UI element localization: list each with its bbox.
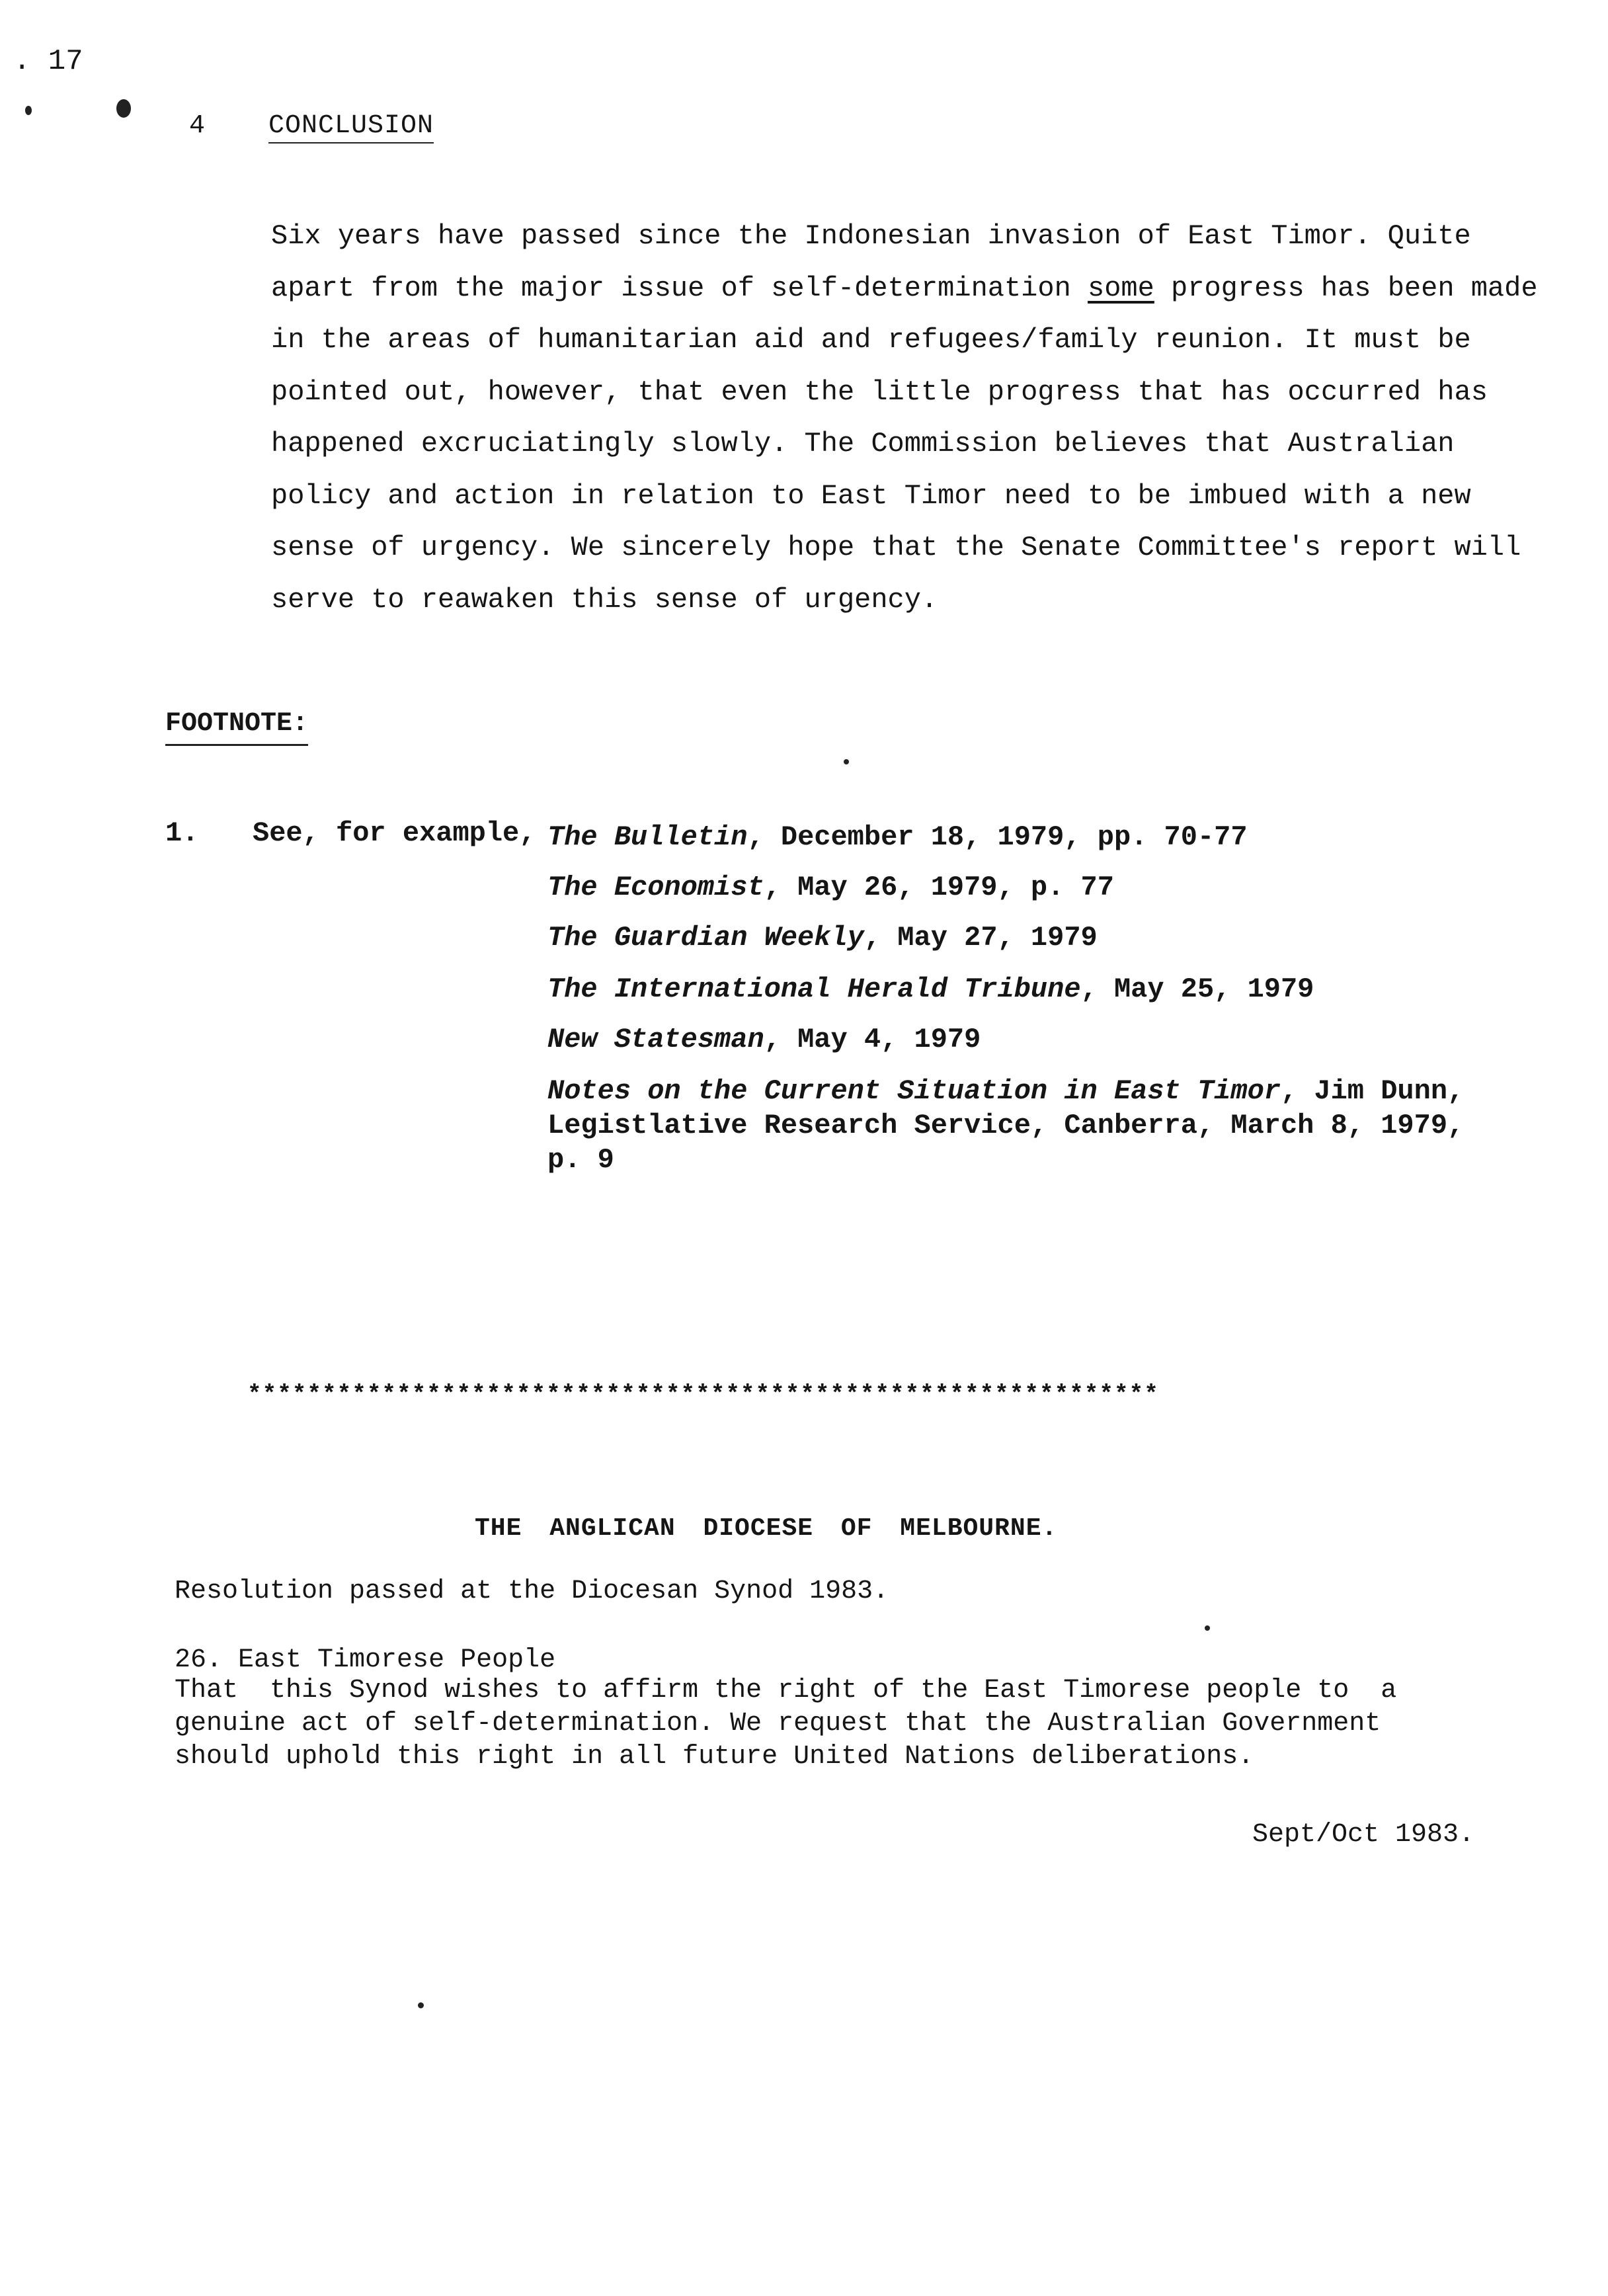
section-heading	[189, 111, 434, 141]
paragraph-line: serve to reawaken this sense of urgency.	[271, 583, 938, 616]
paragraph-line: in the areas of humanitarian aid and refugees/family reunion. It must be	[271, 324, 1471, 356]
resolution-body: That this Synod wishes to affirm the right of the East Timorese people to a genuine act of self-determination. We request that the Australian Government should uphold this right in all future United Nations deliberations.	[175, 1676, 1397, 1772]
section-number: 4	[189, 111, 206, 141]
resolution-heading: THE ANGLICAN DIOCESE OF MELBOURNE.	[475, 1514, 1058, 1543]
ink-dot	[25, 106, 32, 115]
ink-dot	[1205, 1625, 1210, 1631]
paragraph-line: policy and action in relation to East Timor need to be imbued with a new	[271, 479, 1471, 512]
asterisk-divider: *************************************************************	[247, 1381, 1159, 1408]
section-title: CONCLUSION	[268, 111, 434, 144]
footnote-reference: Notes on the Current Situation in East Timor, Jim Dunn, Legistlative Research Service, Canberra, March 8, 1979, p. 9	[547, 1075, 1465, 1176]
footnote-number: 1.	[165, 817, 199, 849]
footnote-reference: The International Herald Tribune, May 25, 1979	[547, 973, 1314, 1005]
resolution-item-title: 26. East Timorese People	[175, 1645, 556, 1675]
paragraph-line: Six years have passed since the Indonesian invasion of East Timor. Quite	[271, 220, 1471, 252]
paragraph-line: sense of urgency. We sincerely hope that the Senate Committee's report will	[271, 532, 1521, 563]
resolution-date: Sept/Oct 1983.	[1252, 1820, 1475, 1850]
paragraph-line: pointed out, however, that even the little progress that has occurred has	[271, 376, 1488, 408]
ink-dot	[116, 99, 131, 118]
resolution-passed: Resolution passed at the Diocesan Synod 1983.	[175, 1577, 889, 1606]
footnote-reference: New Statesman, May 4, 1979	[547, 1024, 981, 1055]
page-number: . 17	[13, 45, 83, 78]
footnote-label: FOOTNOTE:	[165, 709, 308, 739]
conclusion-paragraph	[271, 210, 1538, 626]
footnote-reference: The Guardian Weekly, May 27, 1979	[547, 922, 1098, 954]
paragraph-line: happened excruciatingly slowly. The Commission believes that Australian	[271, 428, 1455, 460]
paragraph-line: apart from the major issue of self-determination some progress has been made	[271, 272, 1538, 304]
ink-dot	[418, 2002, 424, 2008]
ink-dot	[844, 759, 849, 764]
emphasis-some: some	[1088, 272, 1154, 304]
footnote-reference: The Bulletin, December 18, 1979, pp. 70-77	[547, 821, 1248, 853]
footnote-intro: See, for example,	[253, 817, 536, 849]
footnote-reference: The Economist, May 26, 1979, p. 77	[547, 872, 1114, 903]
